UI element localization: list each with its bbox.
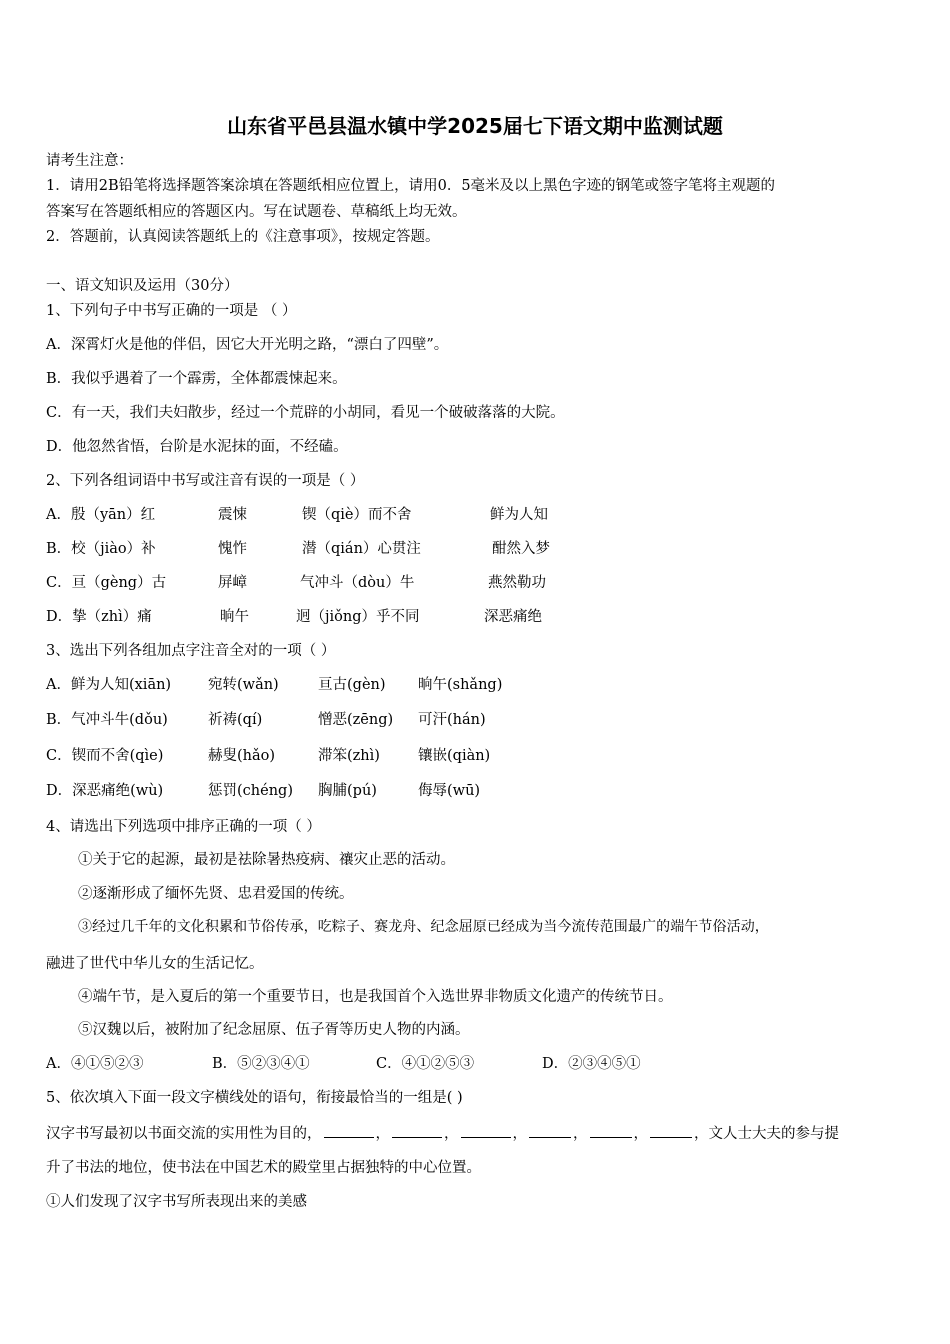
fill-blank: [590, 1123, 632, 1138]
q4-sentence-1: ①关于它的起源，最初是祛除暑热疫病、禳灾止恶的活动。: [78, 852, 455, 868]
q2-cell: 深恶痛绝: [484, 609, 542, 625]
q3-cell: A．鲜为人知(xiān): [46, 677, 172, 693]
q4-sentence-5: ⑤汉魏以后，被附加了纪念屈原、伍子胥等历史人物的内涵。: [78, 1022, 470, 1038]
q2-cell: C．亘（gèng）古: [46, 575, 167, 591]
q4-option-b: B．⑤②③④①: [212, 1056, 310, 1072]
q2-cell: 潜（qián）心贯注: [302, 541, 421, 557]
q3-cell: 可汗(hán): [418, 712, 486, 728]
q2-cell: 震悚: [218, 507, 247, 523]
q5-stem: 5、依次填入下面一段文字横线处的语句，衔接最恰当的一组是( ): [46, 1090, 463, 1106]
q5-sentence-1: ①人们发现了汉字书写所表现出来的美感: [46, 1194, 307, 1210]
q2-cell: B．校（jiào）补: [46, 541, 156, 557]
notice-item-1b: 答案写在答题纸相应的答题区内。写在试题卷、草稿纸上均无效。: [46, 204, 467, 220]
q4-option-a: A．④①⑤②③: [46, 1056, 144, 1072]
q2-cell: 气冲斗（dòu）牛: [300, 575, 415, 591]
section-heading: 一、语文知识及运用（30分）: [46, 278, 239, 294]
fill-blank: [392, 1123, 442, 1138]
q3-cell: 宛转(wǎn): [208, 677, 279, 693]
q2-stem: 2、下列各组词语中书写或注音有误的一项是（ ）: [46, 473, 365, 489]
q2-cell: 迥（jiǒng）乎不同: [296, 609, 420, 625]
q5-text: ，文人士大夫的参与提: [694, 1126, 839, 1142]
q4-stem: 4、请选出下列选项中排序正确的一项（ ）: [46, 819, 321, 835]
q2-cell: 燕然勒功: [488, 575, 546, 591]
fill-blank: [461, 1123, 511, 1138]
q4-option-c: C．④①②⑤③: [376, 1056, 475, 1072]
q3-cell: 憎恶(zēng): [318, 712, 394, 728]
q4-option-d: D．②③④⑤①: [542, 1056, 641, 1072]
q2-cell: 鲜为人知: [490, 507, 548, 523]
notice-item-1a: 1．请用2B铅笔将选择题答案涂填在答题纸相应位置上，请用0．5毫米及以上黑色字迹的钢笔或签字笔将主观题的: [46, 178, 776, 194]
q1-option-a: A．深霄灯火是他的伴侣，因它大开光明之路，“漂白了四壁”。: [46, 337, 449, 353]
q3-cell: D．深恶痛绝(wù): [46, 783, 164, 799]
fill-blank: [529, 1123, 571, 1138]
notice-item-2: 2．答题前，认真阅读答题纸上的《注意事项》，按规定答题。: [46, 229, 440, 245]
q3-cell: 惩罚(chéng): [208, 783, 293, 799]
q3-cell: B．气冲斗牛(dǒu): [46, 712, 168, 728]
q3-stem: 3、选出下列各组加点字注音全对的一项（ ）: [46, 643, 336, 659]
q4-sentence-2: ②逐渐形成了缅怀先贤、忠君爱国的传统。: [78, 886, 354, 902]
fill-blank: [324, 1123, 374, 1138]
q3-cell: 胸脯(pú): [318, 783, 377, 799]
q2-cell: D．挚（zhì）痛: [46, 609, 152, 625]
q3-cell: 亘古(gèn): [318, 677, 386, 693]
page-title: 山东省平邑县温水镇中学2025届七下语文期中监测试题: [227, 114, 723, 138]
q5-paragraph-a: 汉字书写最初以书面交流的实用性为目的， ， ， ， ， ， ，文人士大夫的参与提: [46, 1123, 839, 1143]
q4-sentence-3a: ③经过几千年的文化积累和节俗传承，吃粽子、赛龙舟、纪念屈原已经成为当今流传范围最广的端午节俗活动，: [78, 919, 769, 935]
q2-cell: 晌午: [220, 609, 249, 625]
q5-paragraph-b: 升了书法的地位，使书法在中国艺术的殿堂里占据独特的中心位置。: [46, 1160, 481, 1176]
q2-cell: 酣然入梦: [492, 541, 550, 557]
q3-cell: 镶嵌(qiàn): [418, 748, 491, 764]
q4-sentence-4: ④端午节，是入夏后的第一个重要节日，也是我国首个入选世界非物质文化遗产的传统节日。: [78, 989, 673, 1005]
q2-cell: 愧怍: [218, 541, 247, 557]
fill-blank: [650, 1123, 692, 1138]
q2-cell: 锲（qiè）而不舍: [302, 507, 412, 523]
q3-cell: 祈祷(qí): [208, 712, 263, 728]
q1-option-b: B．我似乎遇着了一个霹雳，全体都震悚起来。: [46, 371, 347, 387]
q3-cell: 晌午(shǎng): [418, 677, 503, 693]
q1-stem: 1、下列句子中书写正确的一项是 （ ）: [46, 303, 297, 319]
q3-cell: 滞笨(zhì): [318, 748, 380, 764]
q1-option-c: C．有一天，我们夫妇散步，经过一个荒辟的小胡同，看见一个破破落落的大院。: [46, 405, 565, 421]
q2-cell: 屏嶂: [218, 575, 247, 591]
q2-cell: A．殷（yān）红: [46, 507, 156, 523]
q1-option-d: D．他忽然省悟，台阶是水泥抹的面，不经磕。: [46, 439, 348, 455]
q3-cell: 赫叟(hǎo): [208, 748, 276, 764]
q4-sentence-3b: 融进了世代中华儿女的生活记忆。: [46, 956, 264, 972]
q5-text: 汉字书写最初以书面交流的实用性为目的，: [46, 1126, 322, 1142]
q3-cell: C．锲而不舍(qìe): [46, 748, 164, 764]
notice-heading: 请考生注意：: [46, 153, 133, 169]
q3-cell: 侮辱(wū): [418, 783, 481, 799]
